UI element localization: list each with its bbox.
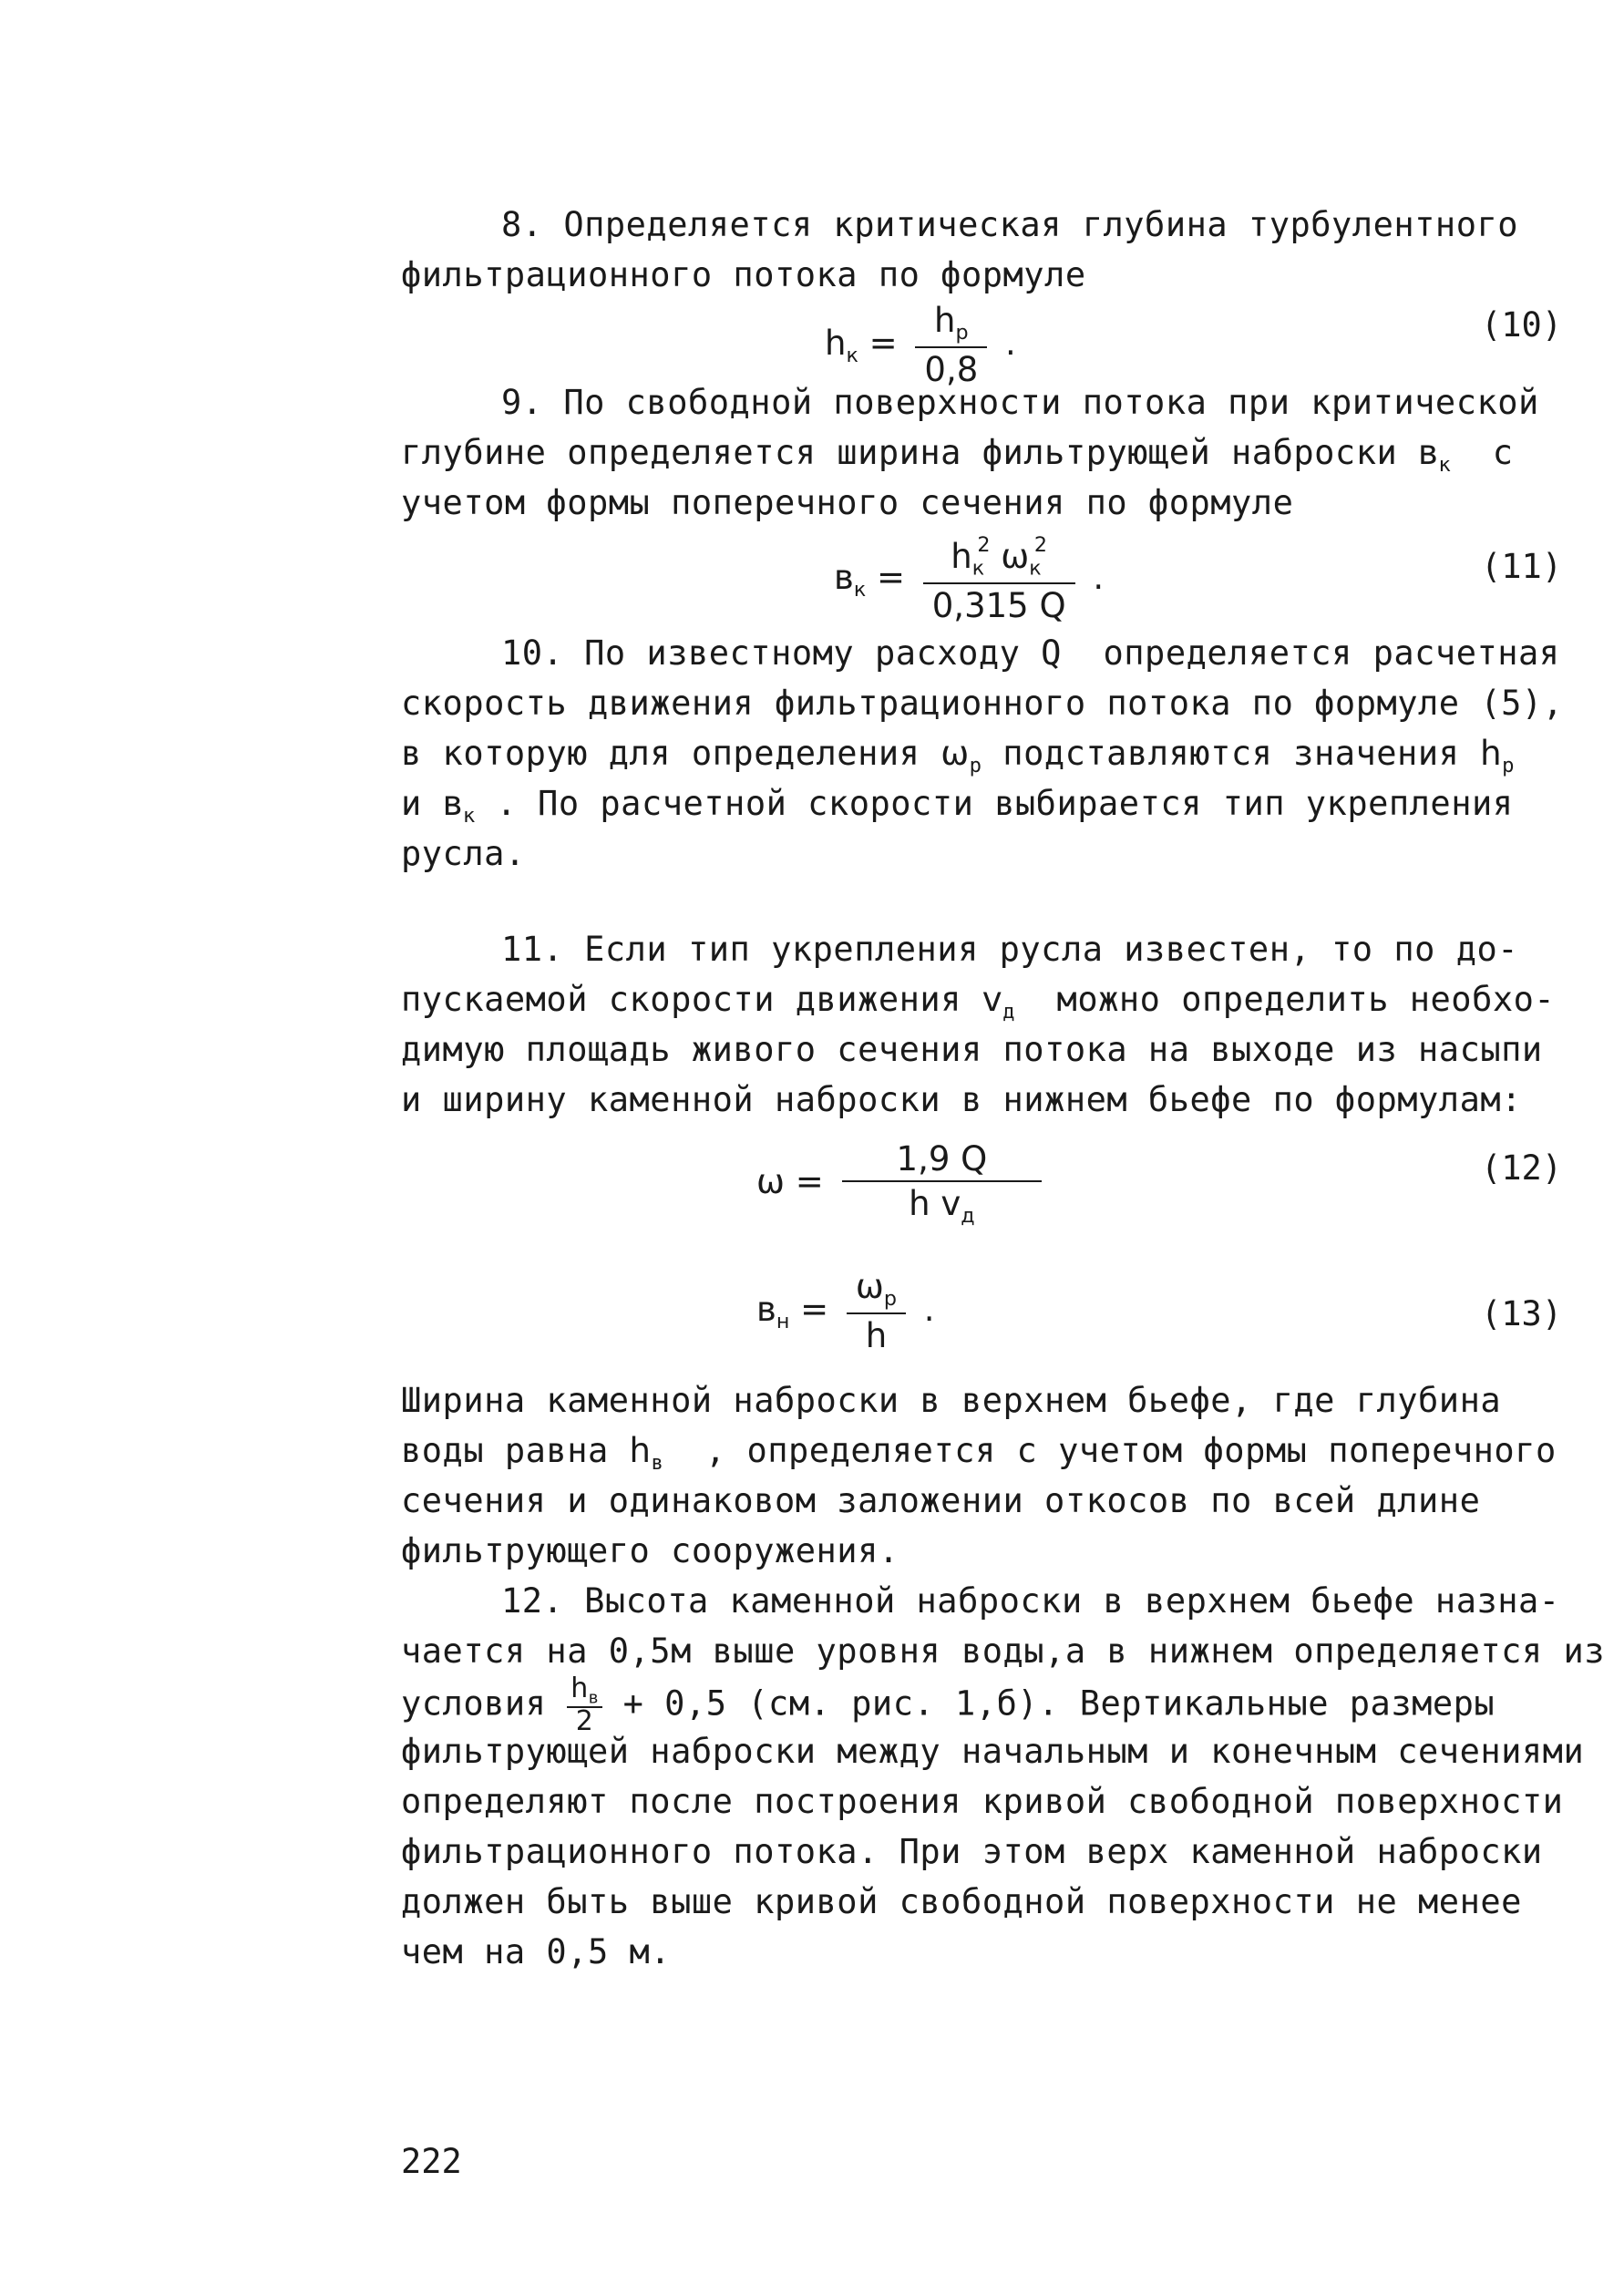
formula-11-fraction [923,533,1075,625]
paragraph-10-line-4: и $в_к$ . По расчетной скорости выбирается тип укрепления [401,784,1514,828]
formula-10-eq: = [869,323,898,363]
formula-10-lhs: $h_к$ [825,323,858,367]
paragraph-11-line-1: 11. Если тип укрепления русла известен, то по до- [501,930,1519,969]
paragraph-12-line-3: условия $\frac{h_в}{2}$ + 0,5 (см. рис. 1,б). Вертикальные размеры [401,1673,1496,1738]
paragraph-12-line-1: 12. Высота каменной наброски в верхнем бьефе назна- [501,1581,1560,1621]
formula-12-numerator: 1,9 Q [842,1139,1043,1182]
formula-10-tail: . [1005,323,1016,363]
paragraph-9-line-2: глубине определяется ширина фильтрующей наброски $в_к$ с [401,433,1514,477]
formula-11-tail: . [1093,557,1105,597]
paragraph-12-line-6: фильтрационного потока. При этом верх каменной наброски [401,1832,1543,1871]
formula-10-fraction [915,301,987,389]
formula-13-tail: . [923,1289,935,1329]
paragraph-10-line-3: в которую для определения $\omega_р$ подставляются значения $h_р$ [401,734,1515,777]
paragraph-10-line-5: русла. [401,834,526,873]
formula-11-denominator: 0,315 Q [931,585,1066,625]
formula-12-denominator: h $v_д$ [909,1184,975,1228]
formula-11-lhs: $в_к$ [834,557,867,602]
formula-12-label: (12) [1481,1148,1563,1188]
paragraph-12-line-2: чается на 0,5м выше уровня воды,а в нижнем определяется из [401,1631,1606,1671]
page-number: 222 [401,2142,462,2181]
formula-11-eq: = [876,557,905,597]
paragraph-12-line-8: чем на 0,5 м. [401,1932,672,1971]
paragraph-upper-bief-line-4: фильтрующего сооружения. [401,1531,899,1570]
formula-13-lhs: $в_н$ [756,1289,790,1333]
formula-13-numerator: $\omega_р$ [847,1267,906,1314]
formula-10-label: (10) [1481,305,1563,345]
formula-10-denominator: 0,8 [924,349,979,389]
paragraph-9-line-3: учетом формы поперечного сечения по формуле [401,483,1294,522]
paragraph-11-line-2: пускаемой скорости движения $v_д$ можно определить необхо- [401,980,1556,1024]
paragraph-upper-bief-line-2: воды равна $h_в$ , определяется с учетом формы поперечного [401,1431,1557,1475]
paragraph-10-line-2: скорость движения фильтрационного потока по формуле (5), [401,684,1564,723]
formula-12-lhs: ω [756,1161,785,1201]
paragraph-12-line-4: фильтрующей наброски между начальным и конечным сечениями [401,1732,1585,1771]
formula-13-eq: = [800,1289,829,1329]
formula-11 [834,533,1104,625]
paragraph-upper-bief-line-1: Ширина каменной наброски в верхнем бьефе, где глубина [401,1381,1502,1420]
formula-10-numerator: $h_р$ [915,301,987,348]
paragraph-10-line-1: 10. По известному расходу Q определяется расчетная [501,633,1560,673]
paragraph-8-line-2: фильтрационного потока по формуле [401,255,1086,294]
formula-10 [825,301,1016,389]
formula-12 [756,1139,1049,1228]
formula-11-numerator: $h_к^2$ $\omega_к^2$ [923,533,1075,584]
paragraph-12-line-7: должен быть выше кривой свободной поверхности не менее [401,1882,1522,1921]
formula-13-denominator: h [865,1315,888,1355]
paragraph-9-line-1: 9. По свободной поверхности потока при критической [501,383,1539,422]
formula-11-label: (11) [1481,547,1563,586]
inline-fraction-hv-over-2: $\frac{h_в}{2}$ [567,1675,602,1735]
paragraph-8-line-1: 8. Определяется критическая глубина турбулентного [501,205,1519,244]
paragraph-12-line-5: определяют после построения кривой свободной поверхности [401,1782,1564,1821]
formula-12-fraction [842,1139,1043,1228]
paragraph-11-line-3: димую площадь живого сечения потока на выходе из насыпи [401,1030,1543,1069]
formula-13 [756,1267,934,1355]
formula-13-label: (13) [1481,1294,1563,1333]
paragraph-upper-bief-line-3: сечения и одинаковом заложении откосов по всей длине [401,1481,1481,1520]
formula-12-eq: = [795,1161,824,1201]
paragraph-11-line-4: и ширину каменной наброски в нижнем бьефе по формулам: [401,1080,1522,1119]
formula-13-fraction [847,1267,906,1355]
